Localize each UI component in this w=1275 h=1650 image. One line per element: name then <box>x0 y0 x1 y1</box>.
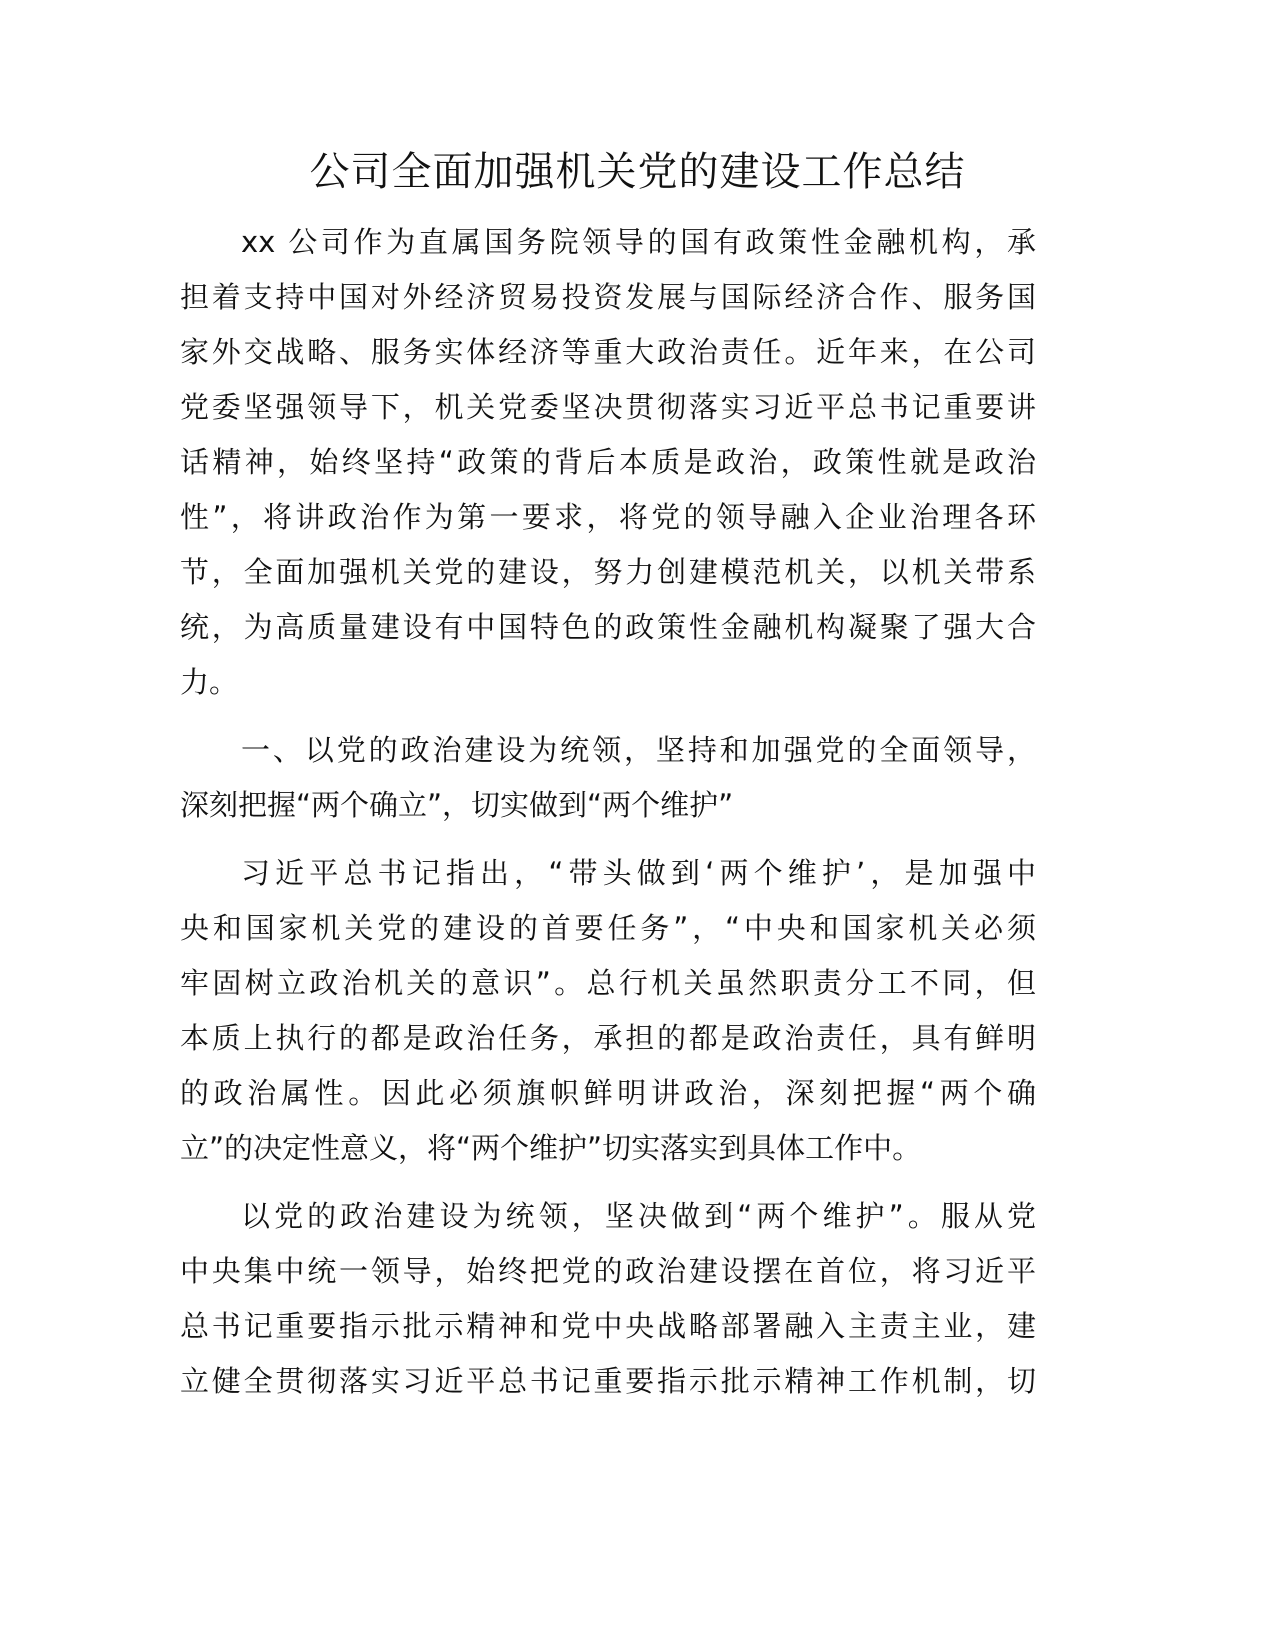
paragraph <box>180 846 1036 1176</box>
text-line: 深刻把握“两个确立”，切实做到“两个维护” <box>180 788 734 822</box>
text-line: 的政治属性。因此必须旗帜鲜明讲政治，深刻把握“两个确 <box>180 1076 1036 1110</box>
text-line: 以党的政治建设为统领，坚决做到“两个维护”。服从党 <box>241 1199 1036 1233</box>
paragraph <box>180 1189 1036 1409</box>
text-line: 中央集中统一领导，始终把党的政治建设摆在首位，将习近平 <box>180 1254 1036 1288</box>
text-line: 本质上执行的都是政治任务，承担的都是政治责任，具有鲜明 <box>180 1021 1036 1055</box>
paragraph <box>180 215 1036 710</box>
text-line: xx 公司作为直属国务院领导的国有政策性金融机构，承 <box>241 225 1036 259</box>
document-body <box>180 215 1036 1422</box>
text-line: 习近平总书记指出，“带头做到‘两个维护’，是加强中 <box>241 856 1036 890</box>
text-line: 节，全面加强机关党的建设，努力创建模范机关，以机关带系 <box>180 555 1036 589</box>
text-line: 立健全贯彻落实习近平总书记重要指示批示精神工作机制，切 <box>180 1364 1036 1398</box>
text-line: 力。 <box>180 665 239 699</box>
text-line: 性”，将讲政治作为第一要求，将党的领导融入企业治理各环 <box>180 500 1036 534</box>
text-line: 统，为高质量建设有中国特色的政策性金融机构凝聚了强大合 <box>180 610 1036 644</box>
text-line: 一、以党的政治建设为统领，坚持和加强党的全面领导， <box>241 733 1036 767</box>
text-line: 牢固树立政治机关的意识”。总行机关虽然职责分工不同，但 <box>180 966 1036 1000</box>
text-line: 总书记重要指示批示精神和党中央战略部署融入主责主业，建 <box>180 1309 1036 1343</box>
text-line: 担着支持中国对外经济贸易投资发展与国际经济合作、服务国 <box>180 280 1036 314</box>
text-line: 家外交战略、服务实体经济等重大政治责任。近年来，在公司 <box>180 335 1036 369</box>
document-title: 公司全面加强机关党的建设工作总结 <box>309 149 966 195</box>
text-line: 立”的决定性意义，将“两个维护”切实落实到具体工作中。 <box>180 1131 922 1165</box>
text-line: 党委坚强领导下，机关党委坚决贯彻落实习近平总书记重要讲 <box>180 390 1036 424</box>
text-line: 话精神，始终坚持“政策的背后本质是政治，政策性就是政治 <box>180 445 1036 479</box>
text-line: 央和国家机关党的建设的首要任务”，“中央和国家机关必须 <box>180 911 1036 945</box>
paragraph <box>180 723 1036 833</box>
